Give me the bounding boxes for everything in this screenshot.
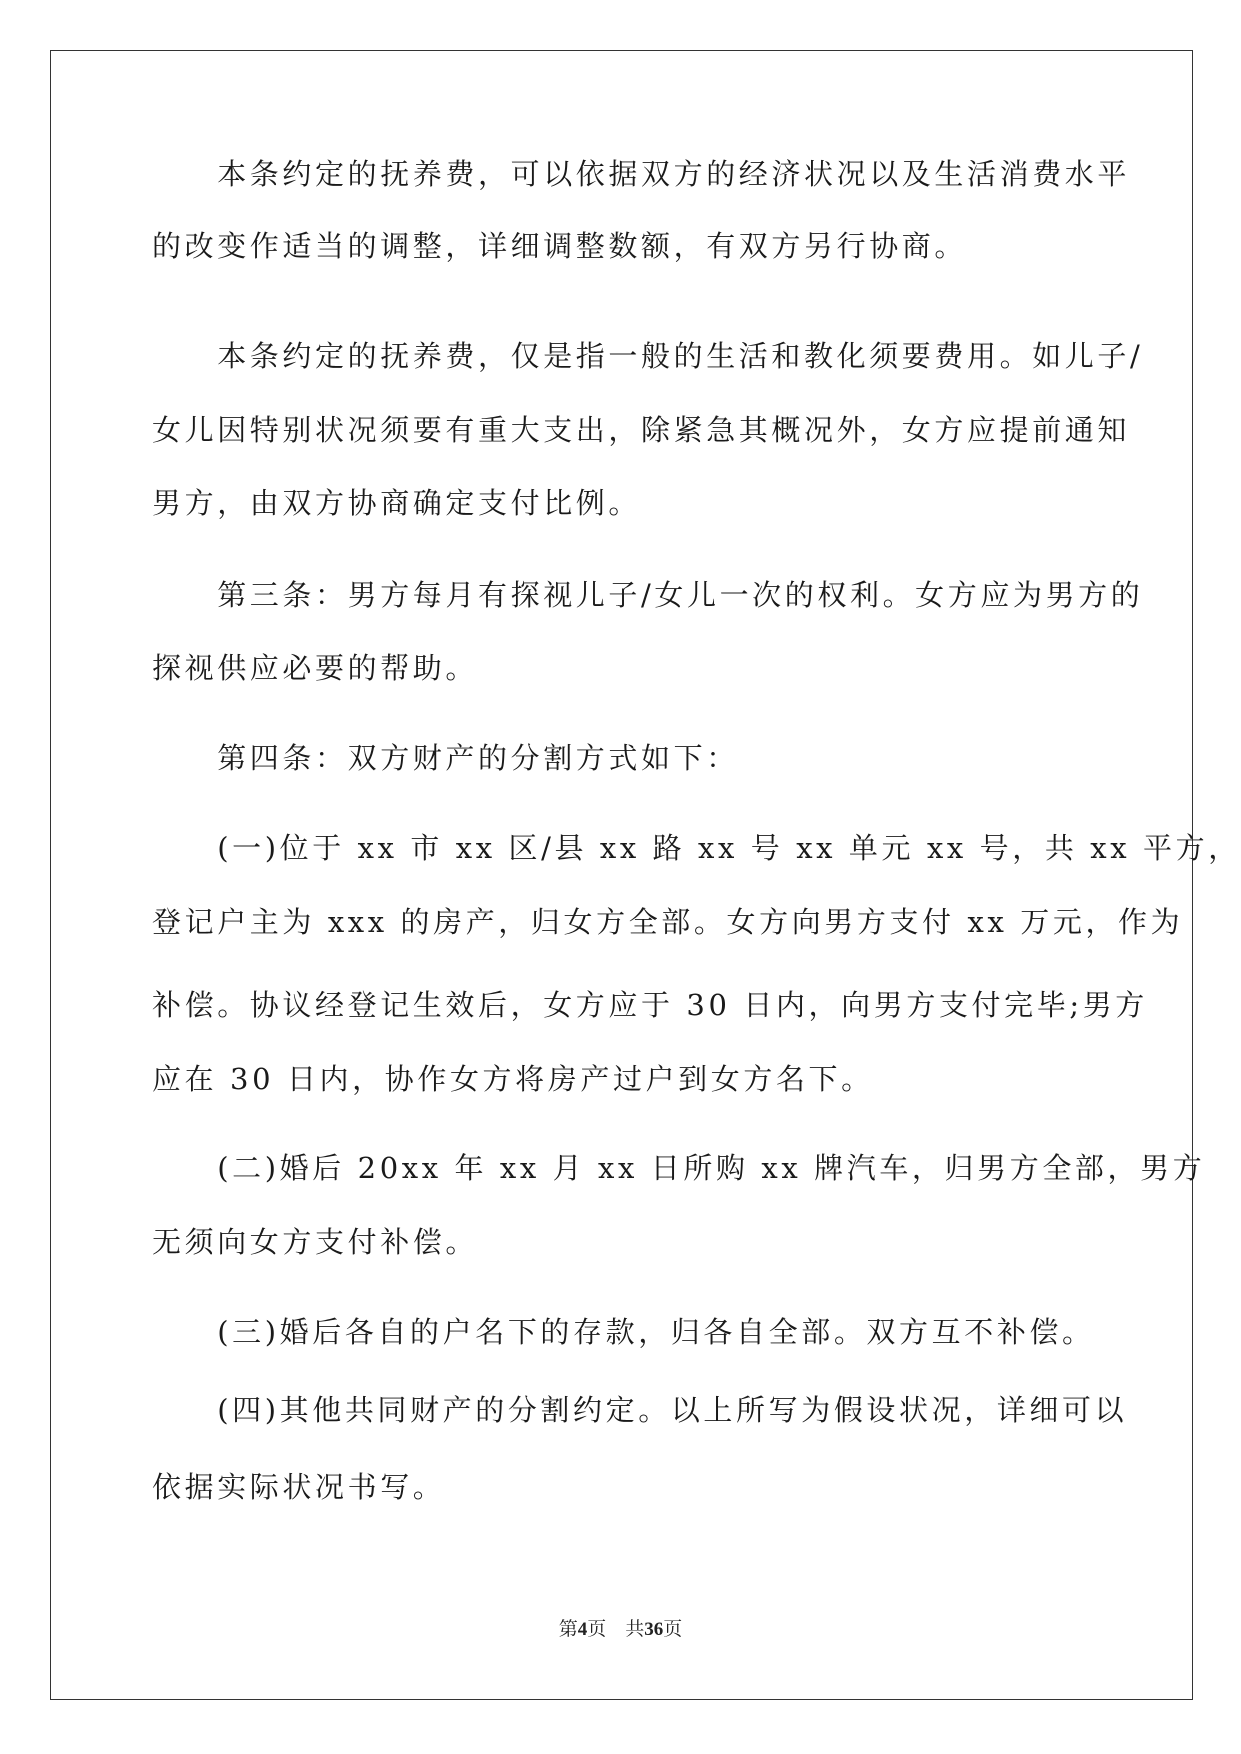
total-page-number: 36 xyxy=(644,1619,664,1640)
text-line: (四)其他共同财产的分割约定。以上所写为假设状况，详细可以 xyxy=(152,1393,1128,1427)
text-line: (二)婚后 20xx 年 xx 月 xx 日所购 xx 牌汽车，归男方全部，男方 xyxy=(152,1151,1206,1185)
footer-prefix: 第 xyxy=(558,1618,578,1640)
current-page-number: 4 xyxy=(577,1619,588,1640)
text-line: 第四条：双方财产的分割方式如下： xyxy=(152,741,739,775)
text-line: 第三条：男方每月有探视儿子/女儿一次的权利。女方应为男方的 xyxy=(152,578,1144,612)
text-line: 探视供应必要的帮助。 xyxy=(152,651,479,685)
text-line: (三)婚后各自的户名下的存款，归各自全部。双方互不补偿。 xyxy=(152,1315,1095,1349)
text-line: 本条约定的抚养费，仅是指一般的生活和教化须要费用。如儿子/ xyxy=(152,339,1144,373)
text-line: 女儿因特别状况须要有重大支出，除紧急其概况外，女方应提前通知 xyxy=(152,413,1131,447)
text-line: 登记户主为 xxx 的房产，归女方全部。女方向男方支付 xx 万元，作为 xyxy=(152,905,1184,939)
text-line: 无须向女方支付补偿。 xyxy=(152,1225,479,1259)
footer-middle: 页 共 xyxy=(587,1618,645,1640)
text-line: 本条约定的抚养费，可以依据双方的经济状况以及生活消费水平 xyxy=(152,157,1131,191)
footer-suffix: 页 xyxy=(663,1618,683,1640)
text-line: 的改变作适当的调整，详细调整数额，有双方另行协商。 xyxy=(152,229,968,263)
page-border xyxy=(50,50,1241,1700)
text-line: 补偿。协议经登记生效后，女方应于 30 日内，向男方支付完毕;男方 xyxy=(152,988,1148,1022)
text-line: 应在 30 日内，协作女方将房产过户到女方名下。 xyxy=(152,1062,874,1096)
text-line: (一)位于 xx 市 xx 区/县 xx 路 xx 号 xx 单元 xx 号，共 xx 平方， xyxy=(152,831,1241,865)
text-line: 男方，由双方协商确定支付比例。 xyxy=(152,486,642,520)
text-line: 依据实际状况书写。 xyxy=(152,1470,446,1504)
page-footer xyxy=(0,1617,1241,1642)
